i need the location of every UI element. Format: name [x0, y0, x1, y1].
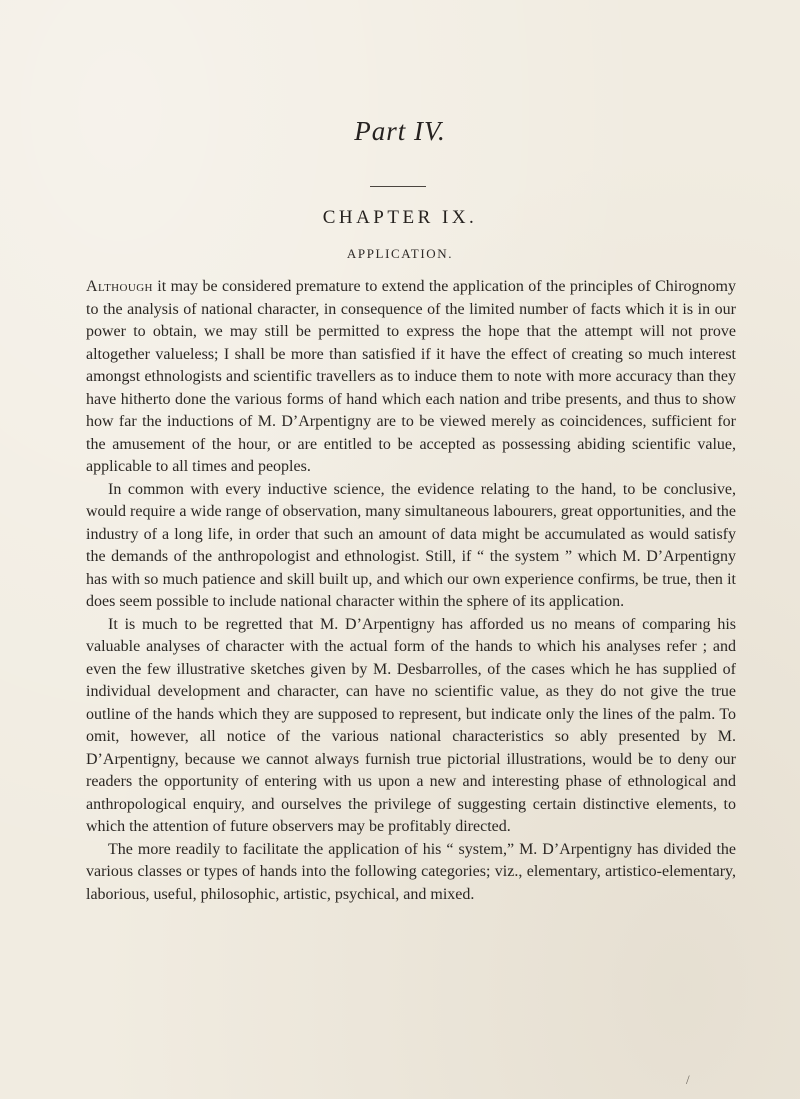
body-text	[86, 276, 736, 906]
heading-rule	[370, 186, 426, 187]
paragraph: In common with every inductive science, the evidence relating to the hand, to be conclusive, would require a wide range of observation, many simultaneous labourers, great opportunities, and the industry of a long life, in order that such an amount of data might be accumulated as would satisfy the demands of the anthropologist and ethnologist. Still, if “ the system ” which M. D’Arpentigny has with so much patience and skill built up, and which our own experience confirms, be true, then it does seem possible to include national character within the sphere of its application.	[86, 480, 736, 610]
chapter-title: CHAPTER IX.	[322, 207, 478, 228]
part-heading: Part IV.	[354, 116, 446, 146]
section-title: APPLICATION.	[346, 246, 454, 261]
paragraph: The more readily to facilitate the application of his “ system,” M. D’Arpentigny has divided the various classes or types of hands into the following categories; viz., elementary, artistico-elementary, laborious, useful, philosophic, artistic, psychical, and mixed.	[86, 840, 736, 903]
paragraph: It is much to be regretted that M. D’Arpentigny has afforded us no means of comparing his valuable analyses of character with the actual form of the hands to which his analyses refer ; and even the few illustrative sketches given by M. Desbarrolles, of the cases which he has supplied of individual development and character, can have no scientific value, as they do not give the true outline of the hands which they are supposed to represent, but indicate only the lines of the palm. To omit, however, all notice of the various national characteristics so ably presented by M. D’Arpentigny, because we cannot always furnish true pictorial illustrations, would be to deny our readers the opportunity of entering with us upon a new and interesting phase of ethnological and anthropological enquiry, and ourselves the privilege of suggesting certain distinctive elements, to which the attention of future observers may be profitably directed.	[86, 615, 736, 835]
paragraph-text: it may be considered premature to extend the application of the principles of Chirognomy to the analysis of national character, in consequence of the limited number of facts which it is in our power to obtain, we may still be permitted to express the hope that the attempt will not prove altogether valueless; I shall be more than satisfied if it have the effect of creating so much interest amongst ethnologists and scientific travellers as to induce them to note with more accuracy than they have hitherto done the various forms of hand which each nation and tribe presents, and thus to show how far the inductions of M. D’Arpentigny are to be viewed merely as coincidences, sufficient for the amusement of the hour, or are entitled to be accepted as possessing abiding scientific value, applicable to all times and peoples.	[86, 278, 736, 475]
page-mark: /	[686, 1072, 690, 1087]
paragraph-lead: Although	[86, 278, 153, 295]
paragraph	[86, 276, 736, 479]
